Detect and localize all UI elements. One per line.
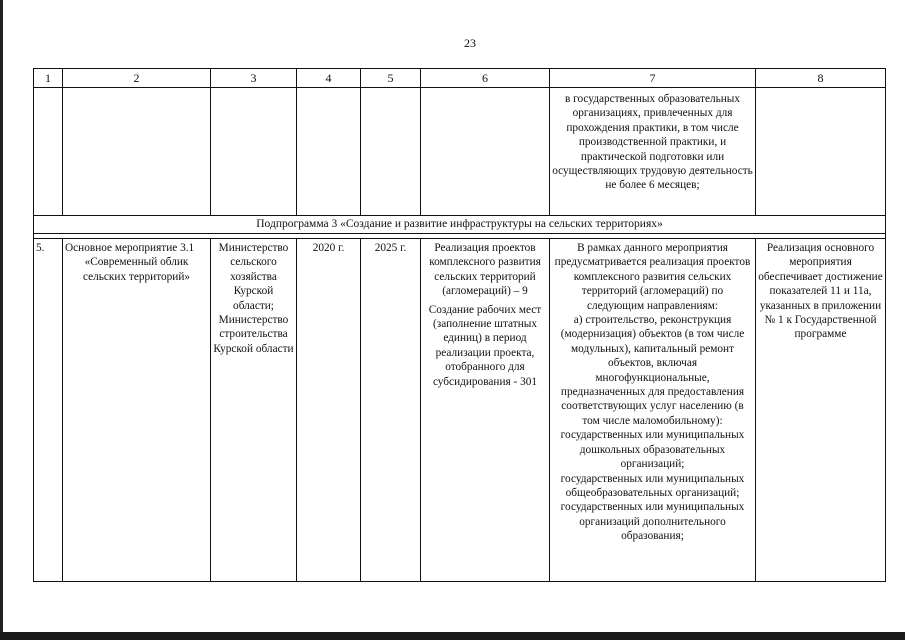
end-year: 2025 г. — [361, 239, 421, 582]
desc-general-education: государственных или муниципальных общеобразовательных организаций; — [560, 472, 745, 499]
cont-cell-5 — [361, 88, 421, 216]
expected-result — [421, 239, 550, 582]
cont-cell-6 — [421, 88, 550, 216]
start-year: 2020 г. — [297, 239, 361, 582]
row-number: 5. — [34, 239, 63, 582]
subprogram-row — [34, 216, 886, 234]
executor: Министерство сельского хозяйства Курской области; Министерство строительства Курской области — [211, 239, 297, 582]
scan-bottom-edge — [0, 632, 905, 640]
header-cell-4: 4 — [297, 69, 361, 88]
cont-cell-3 — [211, 88, 297, 216]
event-description — [550, 239, 756, 582]
header-cell-6: 6 — [421, 69, 550, 88]
result-jobs: Создание рабочих мест (заполнение штатных единиц) в период реализации проекта, отобранного для субсидирования - 301 — [428, 303, 542, 388]
event-row — [34, 239, 886, 582]
header-cell-5: 5 — [361, 69, 421, 88]
indicator-link: Реализация основного мероприятия обеспечивает достижение показателей 11 и 11а, указанных в приложении № 1 к Государственной программе — [756, 239, 886, 582]
cont-cell-7-text: в государственных образовательных организациях, привлеченных для прохождения практики, в том числе производственной практики, и практической подготовки или осуществляющих трудовую деятельность не более 6 месяцев; — [550, 88, 756, 216]
event-name-line1: Основное мероприятие 3.1 — [65, 242, 195, 254]
desc-additional-education: государственных или муниципальных организаций дополнительного образования; — [560, 501, 745, 543]
header-cell-8: 8 — [756, 69, 886, 88]
continuation-row — [34, 88, 886, 216]
cont-cell-1 — [34, 88, 63, 216]
cont-cell-8 — [756, 88, 886, 216]
event-name — [63, 239, 211, 582]
desc-intro: В рамках данного мероприятия предусматривается реализация проектов комплексного развития сельских территорий (агломераций) по следующим направлениям: — [554, 242, 751, 312]
header-row — [34, 69, 886, 88]
header-cell-1: 1 — [34, 69, 63, 88]
header-cell-2: 2 — [63, 69, 211, 88]
cont-cell-4 — [297, 88, 361, 216]
page-number: 23 — [464, 36, 476, 50]
desc-item-a: а) строительство, реконструкция (модернизация) объектов (в том числе модульных), капитальный ремонт объектов, включая многофункциональные, предназначенных для предоставления соответствующих услуг населению (в том числе маломобильному): — [560, 314, 745, 427]
program-table — [33, 68, 886, 582]
header-cell-3: 3 — [211, 69, 297, 88]
cont-cell-2 — [63, 88, 211, 216]
subprogram-title: Подпрограмма 3 «Создание и развитие инфраструктуры на сельских территориях» — [34, 216, 886, 234]
result-projects: Реализация проектов комплексного развития сельских территорий (агломераций) – 9 — [429, 242, 541, 298]
scan-left-edge — [0, 0, 3, 640]
header-cell-7: 7 — [550, 69, 756, 88]
desc-preschool: государственных или муниципальных дошкольных образовательных организаций; — [560, 429, 745, 471]
event-name-line2: «Современный облик сельских территорий» — [82, 256, 191, 283]
